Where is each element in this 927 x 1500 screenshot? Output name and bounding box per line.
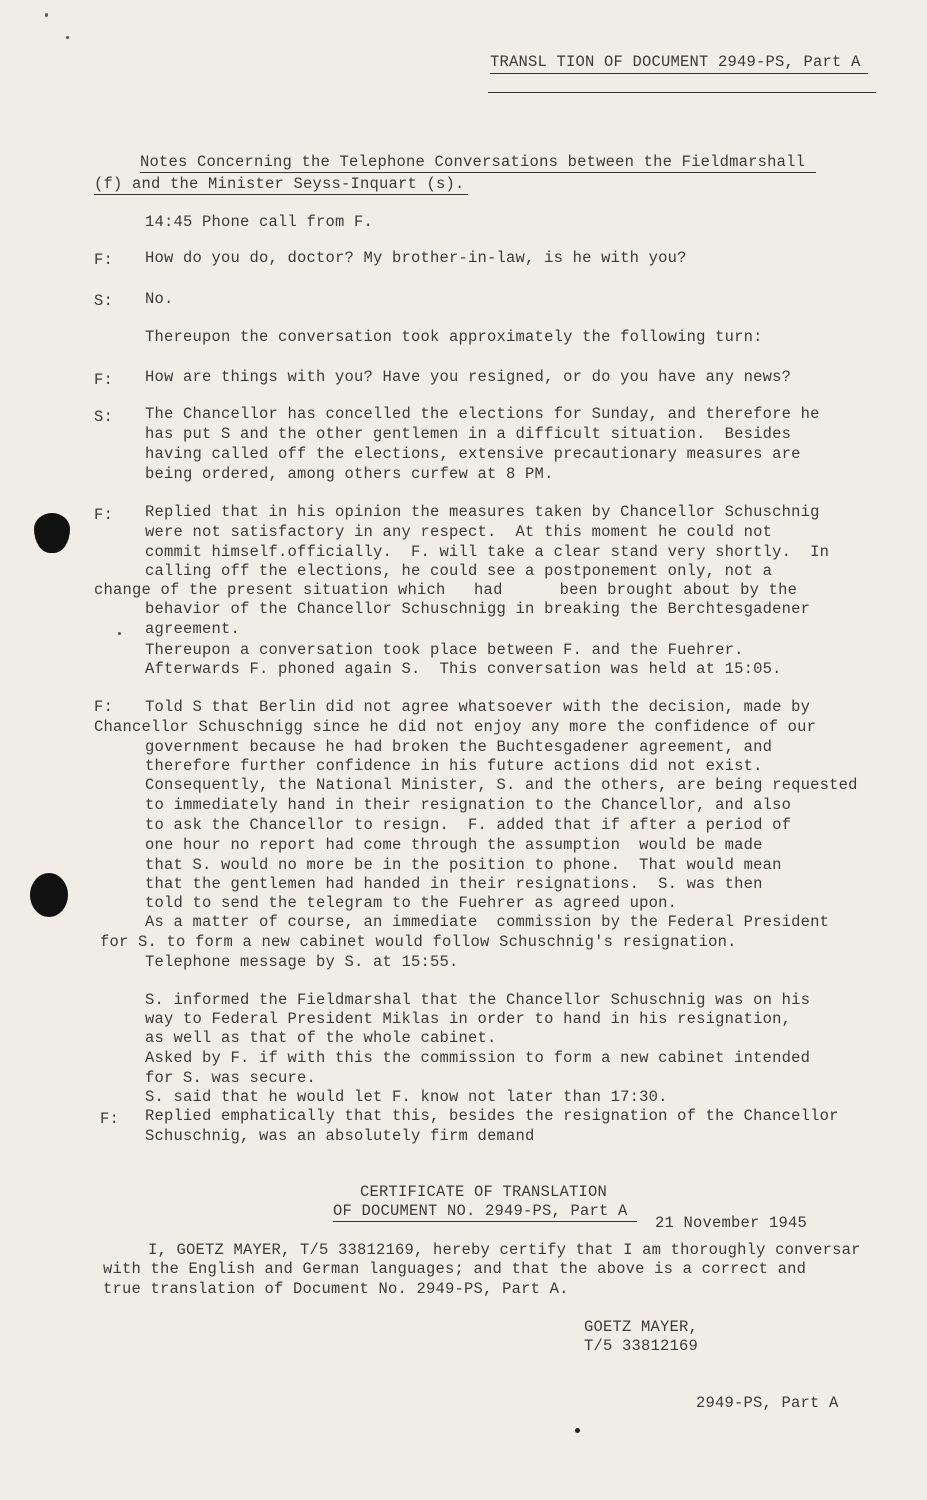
punch-hole [30,873,68,917]
speck [66,36,69,39]
speech-line: told to send the telegram to the Fuehrer as agreed upon. [145,894,678,912]
speech-line: being ordered, among others curfew at 8 PM. [145,465,554,483]
certificate-date: 21 November 1945 [655,1214,808,1232]
notes-title-line-1: Notes Concerning the Telephone Conversations between the Fieldmarshall [140,153,806,171]
speech-line: Chancellor Schuschnigg since he did not enjoy any more the confidence of our [94,718,817,736]
speech-line: Told S that Berlin did not agree whatsoever with the decision, made by [145,698,811,716]
document-title: TRANSL TION OF DOCUMENT 2949-PS, Part A [490,53,861,71]
speaker-label: F: [100,1110,120,1128]
narration-line: Afterwards F. phoned again S. This conversation was held at 15:05. [145,660,782,678]
speaker-label: F: [94,698,114,716]
call-time: 14:45 Phone call from F. [145,213,374,231]
narration-line: As a matter of course, an immediate commission by the Federal President [145,913,830,931]
speech-line: Consequently, the National Minister, S. and the others, are being requested [145,776,858,794]
notes-title-underline-2 [94,194,468,195]
speech-line: agreement. [145,620,241,638]
notes-title-underline-1 [140,172,816,173]
speech-text: How are things with you? Have you resigned, or do you have any news? [145,368,792,386]
certificate-body-line: with the English and German languages; and that the above is a correct and [103,1260,807,1278]
narration-line: as well as that of the whole cabinet. [145,1029,497,1047]
speech-line: therefore further confidence in his future actions did not exist. [145,757,763,775]
speaker-label: S: [94,292,114,310]
speech-line: government because he had broken the Buchtesgadener agreement, and [145,738,773,756]
certificate-heading: CERTIFICATE OF TRANSLATION [360,1183,608,1201]
speech-line: behavior of the Chancellor Schuschnigg in breaking the Berchtesgadener [145,600,811,618]
speaker-label: F: [94,371,114,389]
certificate-underline [333,1221,637,1222]
speech-line: Schuschnig, was an absolutely firm demand [145,1127,535,1145]
speech-line: Replied that in his opinion the measures taken by Chancellor Schuschnig [145,503,820,521]
narration-line: for S. to form a new cabinet would follow Schuschnig's resignation. [100,933,737,951]
footer-reference: 2949-PS, Part A [696,1394,839,1412]
certificate-body-line: true translation of Document No. 2949-PS, Part A. [103,1280,569,1298]
speech-line: that S. would no more be in the position to phone. That would mean [145,856,782,874]
punch-hole [34,513,70,553]
speech-line: that the gentlemen had handed in their resignations. S. was then [145,875,763,893]
speaker-label: S: [94,408,114,426]
speech-text: How do you do, doctor? My brother-in-law, is he with you? [145,249,687,267]
speech-line: to ask the Chancellor to resign. F. added that if after a period of [145,816,792,834]
title-rule [488,92,876,93]
speech-text: No. [145,290,174,308]
signatory-id: T/5 33812169 [584,1337,699,1355]
narration-line: Thereupon a conversation took place between F. and the Fuehrer. [145,641,744,659]
narration-line: for S. was secure. [145,1069,317,1087]
notes-title-line-2: (f) and the Minister Seyss-Inquart (s). [94,175,465,193]
speech-line: Replied emphatically that this, besides the resignation of the Chancellor [145,1107,839,1125]
signatory-name: GOETZ MAYER, [584,1318,699,1336]
speck [575,1428,580,1433]
narration-line: Telephone message by S. at 15:55. [145,953,459,971]
speech-line: were not satisfactory in any respect. At this moment he could not [145,523,773,541]
narration-text: Thereupon the conversation took approximately the following turn: [145,328,763,346]
speech-line: to immediately hand in their resignation to the Chancellor, and also [145,796,792,814]
narration-line: Asked by F. if with this the commission to form a new cabinet intended [145,1049,811,1067]
title-underline [490,73,868,74]
speech-line: calling off the elections, he could see a postponement only, not a [145,562,773,580]
certificate-body-line: I, GOETZ MAYER, T/5 33812169, hereby certify that I am thoroughly conversar [148,1241,861,1259]
speech-line: one hour no report had come through the assumption would be made [145,836,763,854]
speaker-label: F: [94,506,114,524]
narration-line: S. said that he would let F. know not later than 17:30. [145,1088,668,1106]
certificate-subheading: OF DOCUMENT NO. 2949-PS, Part A [333,1202,628,1220]
speech-line: having called off the elections, extensive precautionary measures are [145,445,801,463]
speech-line: commit himself.officially. F. will take a clear stand very shortly. In [145,543,830,561]
narration-line: way to Federal President Miklas in order to hand in his resignation, [145,1010,792,1028]
speaker-label: F: [94,251,114,269]
narration-line: S. informed the Fieldmarshal that the Chancellor Schuschnig was on his [145,991,811,1009]
speck [45,13,48,17]
speech-line: change of the present situation which had been brought about by the [94,581,798,599]
speech-line: has put S and the other gentlemen in a difficult situation. Besides [145,425,792,443]
speech-line: The Chancellor has concelled the elections for Sunday, and therefore he [145,405,820,423]
speck [118,632,121,635]
